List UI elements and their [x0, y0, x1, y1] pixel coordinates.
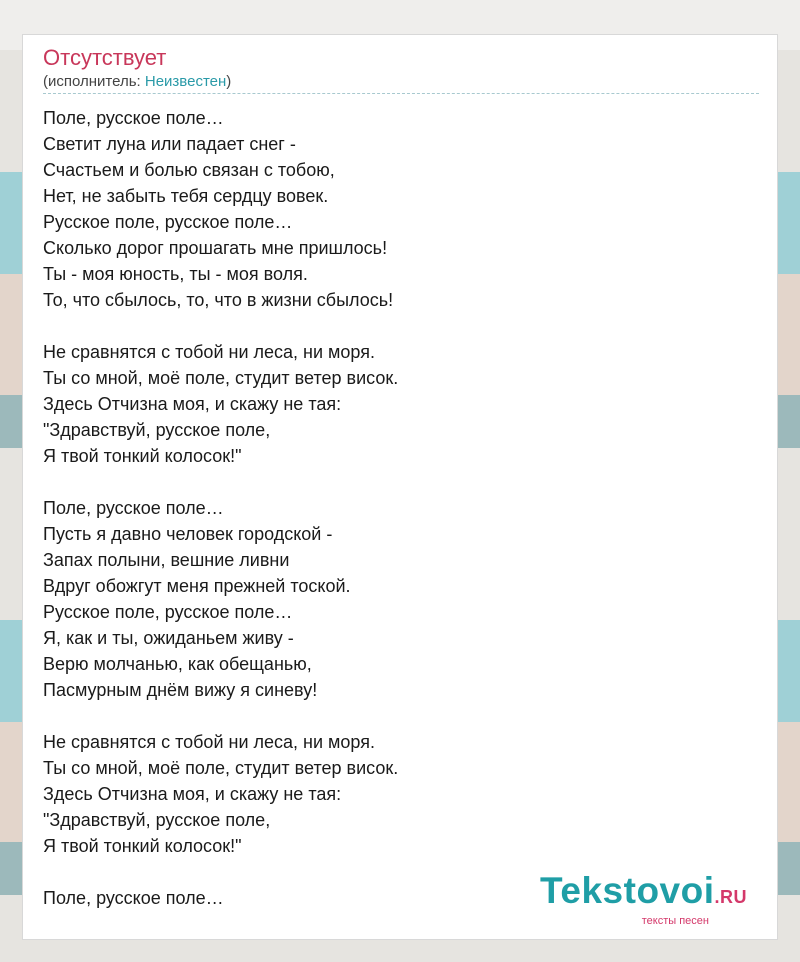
lyrics-line: Поле, русское поле… — [43, 888, 224, 908]
lyrics-line: Я твой тонкий колосок!" — [43, 836, 242, 856]
lyrics-line: Запах полыни, вешние ливни — [43, 550, 290, 570]
lyrics-stanza — [43, 339, 743, 469]
site-logo[interactable] — [537, 870, 747, 927]
lyrics-line: Вдруг обожгут меня прежней тоской. — [43, 576, 351, 596]
logo-wordmark — [537, 870, 747, 915]
lyrics-line: Не сравнятся с тобой ни леса, ни моря. — [43, 342, 375, 362]
lyrics-line: Светит луна или падает снег - — [43, 134, 296, 154]
lyrics-line: Счастьем и болью связан с тобою, — [43, 160, 335, 180]
logo-tld: .RU — [714, 887, 747, 907]
artist-line — [43, 73, 231, 91]
lyrics-line: Ты со мной, моё поле, студит ветер висок. — [43, 368, 399, 388]
artist-prefix: (исполнитель: — [43, 73, 145, 90]
lyrics-line: Я твой тонкий колосок!" — [43, 446, 242, 466]
lyrics-line: Не сравнятся с тобой ни леса, ни моря. — [43, 732, 375, 752]
lyrics-line: Русское поле, русское поле… — [43, 602, 293, 622]
artist-suffix: ) — [226, 73, 232, 90]
lyrics-stanza — [43, 495, 743, 703]
lyrics-panel — [22, 34, 778, 940]
lyrics-line: То, что сбылось, то, что в жизни сбылось! — [43, 290, 394, 310]
divider — [43, 93, 759, 94]
lyrics-line: Верю молчанью, как обещанью, — [43, 654, 312, 674]
lyrics-line: Я, как и ты, ожиданьем живу - — [43, 628, 294, 648]
lyrics-line: Поле, русское поле… — [43, 498, 224, 518]
lyrics-line: Нет, не забыть тебя сердцу вовек. — [43, 186, 329, 206]
lyrics-line: Пасмурным днём вижу я синеву! — [43, 680, 318, 700]
lyrics-stanza — [43, 729, 743, 859]
lyrics-line: Ты - моя юность, ты - моя воля. — [43, 264, 308, 284]
logo-tagline: тексты песен — [641, 915, 709, 927]
lyrics-line: Ты со мной, моё поле, студит ветер висок. — [43, 758, 399, 778]
lyrics-line: "Здравствуй, русское поле, — [43, 810, 271, 830]
artist-link[interactable]: Неизвестен — [144, 73, 227, 90]
lyrics-line: Сколько дорог прошагать мне пришлось! — [43, 238, 388, 258]
lyrics-line: Поле, русское поле… — [43, 108, 224, 128]
lyrics-line: Русское поле, русское поле… — [43, 212, 293, 232]
lyrics-line: Здесь Отчизна моя, и скажу не тая: — [43, 394, 342, 414]
lyrics-text — [43, 105, 743, 911]
lyrics-stanza — [43, 105, 743, 313]
logo-name: Tekstovoi — [540, 870, 715, 911]
lyrics-line: Пусть я давно человек городской - — [43, 524, 333, 544]
lyrics-line: "Здравствуй, русское поле, — [43, 420, 271, 440]
song-title: Отсутствует — [43, 45, 167, 70]
lyrics-line: Здесь Отчизна моя, и скажу не тая: — [43, 784, 342, 804]
